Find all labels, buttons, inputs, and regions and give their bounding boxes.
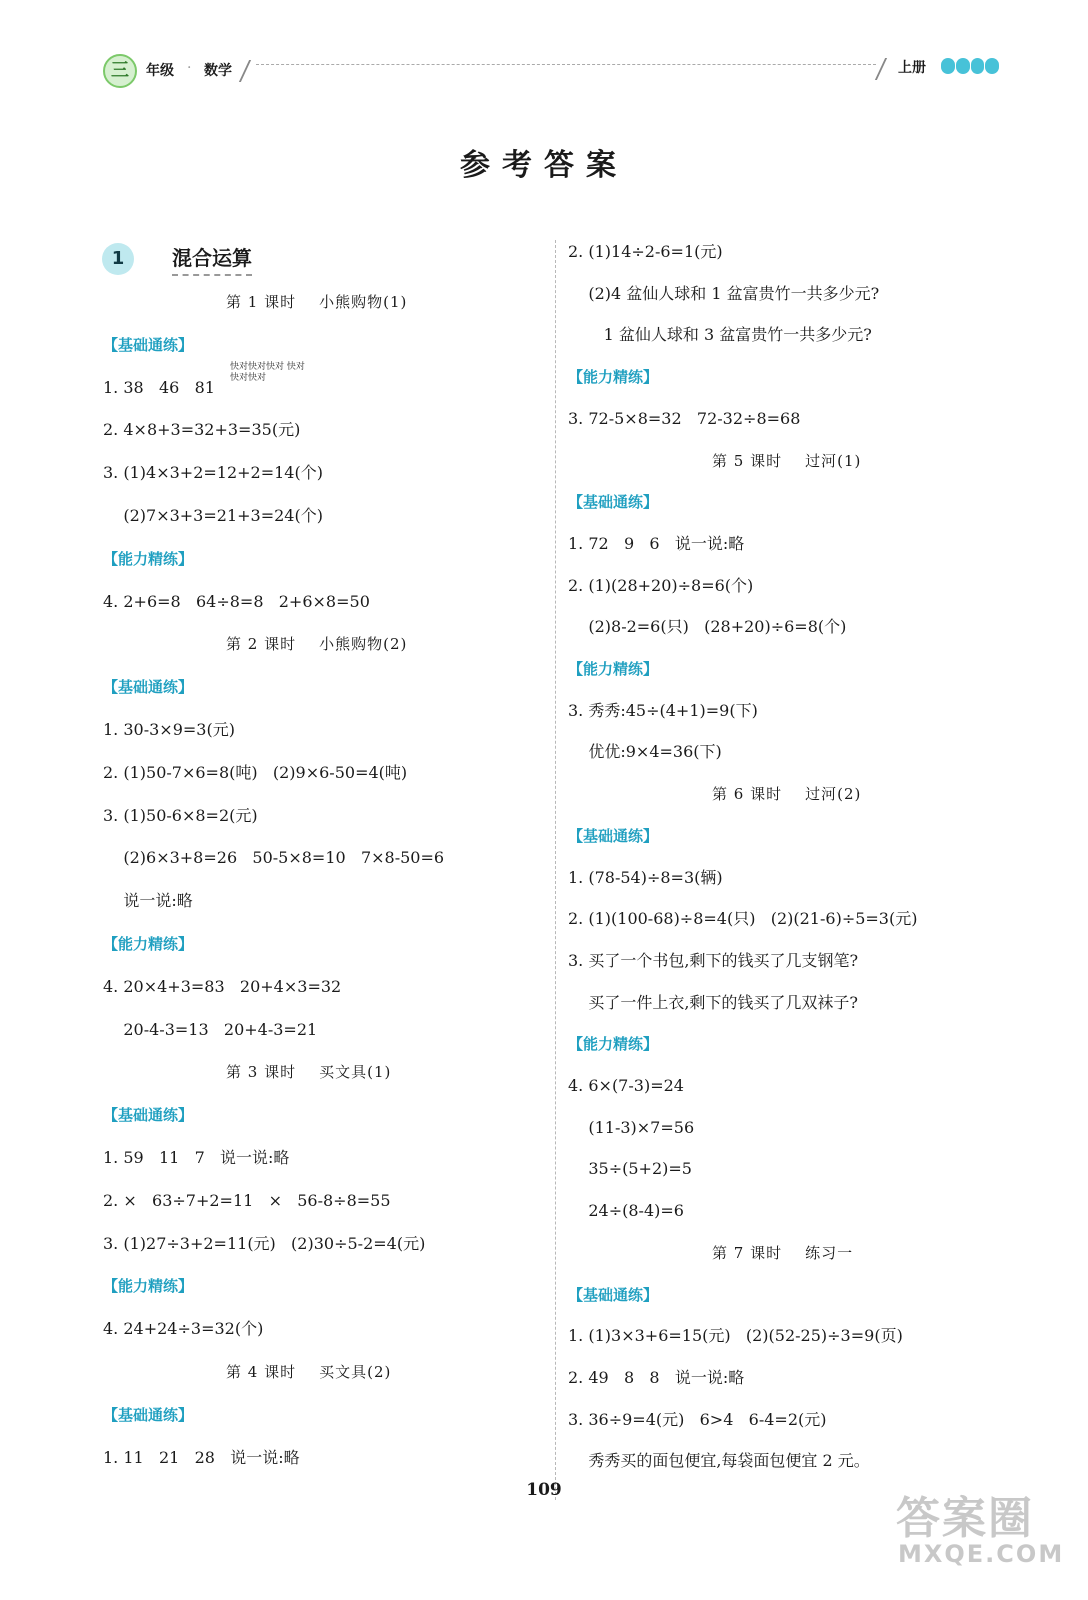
answer-line: 1 盆仙人球和 3 盆富贵竹一共多少元? [568,325,872,345]
header-rule [256,64,876,65]
answer-line: 3. 36÷9=4(元) 6>4 6-4=2(元) [568,1409,827,1429]
answer-line: 4. 24+24÷3=32(个) [103,1319,264,1339]
header-divider-left [239,60,251,82]
answer-line: 24÷(8-4)=6 [568,1201,684,1221]
section-tag: 【能力精练】 [568,660,659,678]
answer-line: 2. (1)14÷2-6=1(元) [568,242,723,261]
header-separator: · [187,60,192,76]
answer-line: 3. 秀秀:45÷(4+1)=9(下) [568,700,758,720]
answer-line: 35÷(5+2)=5 [568,1159,692,1179]
answer-line: 1. 11 21 28 说一说:略 [103,1447,300,1467]
subject-label: 数学 [204,63,232,79]
answer-line: 1. 38 46 81 [103,377,215,397]
answer-line: 1. (78-54)÷8=3(辆) [568,867,723,887]
answer-line: (2)8-2=6(只) (28+20)÷6=8(个) [568,617,847,637]
section-tag: 【能力精练】 [103,549,194,568]
answer-line: 4. 6×(7-3)=24 [568,1076,684,1095]
answer-line: 4. 2+6=8 64÷8=8 2+6×8=50 [103,591,370,611]
section-tag: 【基础通练】 [568,493,659,512]
unit-title: 混合运算 [172,242,252,276]
watermark-url: MXQE.COM [898,1540,1065,1568]
answer-line: 2. 49 8 8 说一说:略 [568,1367,745,1387]
answer-line: (2)7×3+3=21+3=24(个) [103,506,323,525]
section-tag: 【能力精练】 [568,1035,659,1054]
answer-line: 1. (1)3×3+6=15(元) (2)(52-25)÷3=9(页) [568,1326,903,1346]
answer-line: 3. (1)27÷3+2=11(元) (2)30÷5-2=4(元) [103,1233,426,1253]
section-tag: 【基础通练】 [103,335,194,354]
lesson-heading: 第 6 课时 过河(2) [712,785,862,804]
section-tag: 【能力精练】 [568,368,659,387]
answer-line: 1. 72 9 6 说一说:略 [568,533,745,553]
watermark-logo [896,1482,1076,1592]
answer-line: 1. 59 11 7 说一说:略 [103,1148,290,1167]
section-tag: 【能力精练】 [103,1277,194,1296]
answer-line: 2. (1)(100-68)÷8=4(只) (2)(21-6)÷5=3(元) [568,909,918,929]
answer-line: 3. (1)50-6×8=2(元) [103,805,258,825]
section-tag: 【基础通练】 [103,678,194,697]
page-header [0,0,1088,100]
lesson-heading: 第 2 课时 小熊购物(2) [226,635,408,654]
section-tag: 【能力精练】 [103,935,194,953]
unit-number-badge: 1 [102,243,134,275]
section-tag: 【基础通练】 [568,826,659,845]
answer-line: 买了一件上衣,剩下的钱买了几双袜子? [568,992,859,1012]
answer-line: 20-4-3=13 20+4-3=21 [103,1019,318,1039]
section-tag: 【基础通练】 [103,1405,194,1424]
answer-line: 3. 买了一个书包,剩下的钱买了几支钢笔? [568,950,859,970]
answer-line: 3. 72-5×8=32 72-32÷8=68 [568,408,801,428]
section-tag: 【基础通练】 [103,1106,194,1125]
lesson-heading: 第 3 课时 买文具(1) [226,1063,392,1082]
answer-line: (11-3)×7=56 [568,1117,695,1137]
answer-line: 2. 4×8+3=32+3=35(元) [103,420,301,440]
answer-line: 2. (1)(28+20)÷8=6(个) [568,575,754,595]
answer-line: 3. (1)4×3+2=12+2=14(个) [103,463,323,483]
section-tag: 【基础通练】 [568,1285,659,1304]
answer-line: 秀秀买的面包便宜,每袋面包便宜 2 元。 [568,1451,870,1471]
answer-line: 2. × 63÷7+2=11 × 56-8÷8=55 [103,1190,391,1210]
volume-label: 上册 [898,60,926,76]
lesson-heading: 第 4 课时 买文具(2) [226,1363,392,1381]
answer-line: 说一说:略 [103,891,193,911]
header-decoration-pill [941,58,999,74]
header-divider-right [875,58,887,80]
grade-label: 年级 [146,63,174,79]
grade-badge: 三 [103,54,137,88]
answer-line: (2)6×3+8=26 50-5×8=10 7×8-50=6 [103,848,445,868]
page-title: 参考答案 [460,148,628,183]
answer-line: 优优:9×4=36(下) [568,742,722,762]
answer-line: (2)4 盆仙人球和 1 盆富贵竹一共多少元? [568,283,880,303]
answer-line: 1. 30-3×9=3(元) [103,720,235,739]
answer-line: 2. (1)50-7×6=8(吨) (2)9×6-50=4(吨) [103,762,408,782]
column-divider [555,240,556,1500]
watermark-text: 答案圈 [896,1493,1034,1544]
page-number: 109 [526,1480,562,1500]
answer-line: 4. 20×4+3=83 20+4×3=32 [103,976,342,996]
lesson-heading: 第 7 课时 练习一 [712,1243,854,1262]
lesson-heading: 第 5 课时 过河(1) [712,451,862,470]
lesson-heading: 第 1 课时 小熊购物(1) [226,293,408,311]
tiny-handwritten-note: 快对快对快对 快对快对快对 [230,362,305,383]
